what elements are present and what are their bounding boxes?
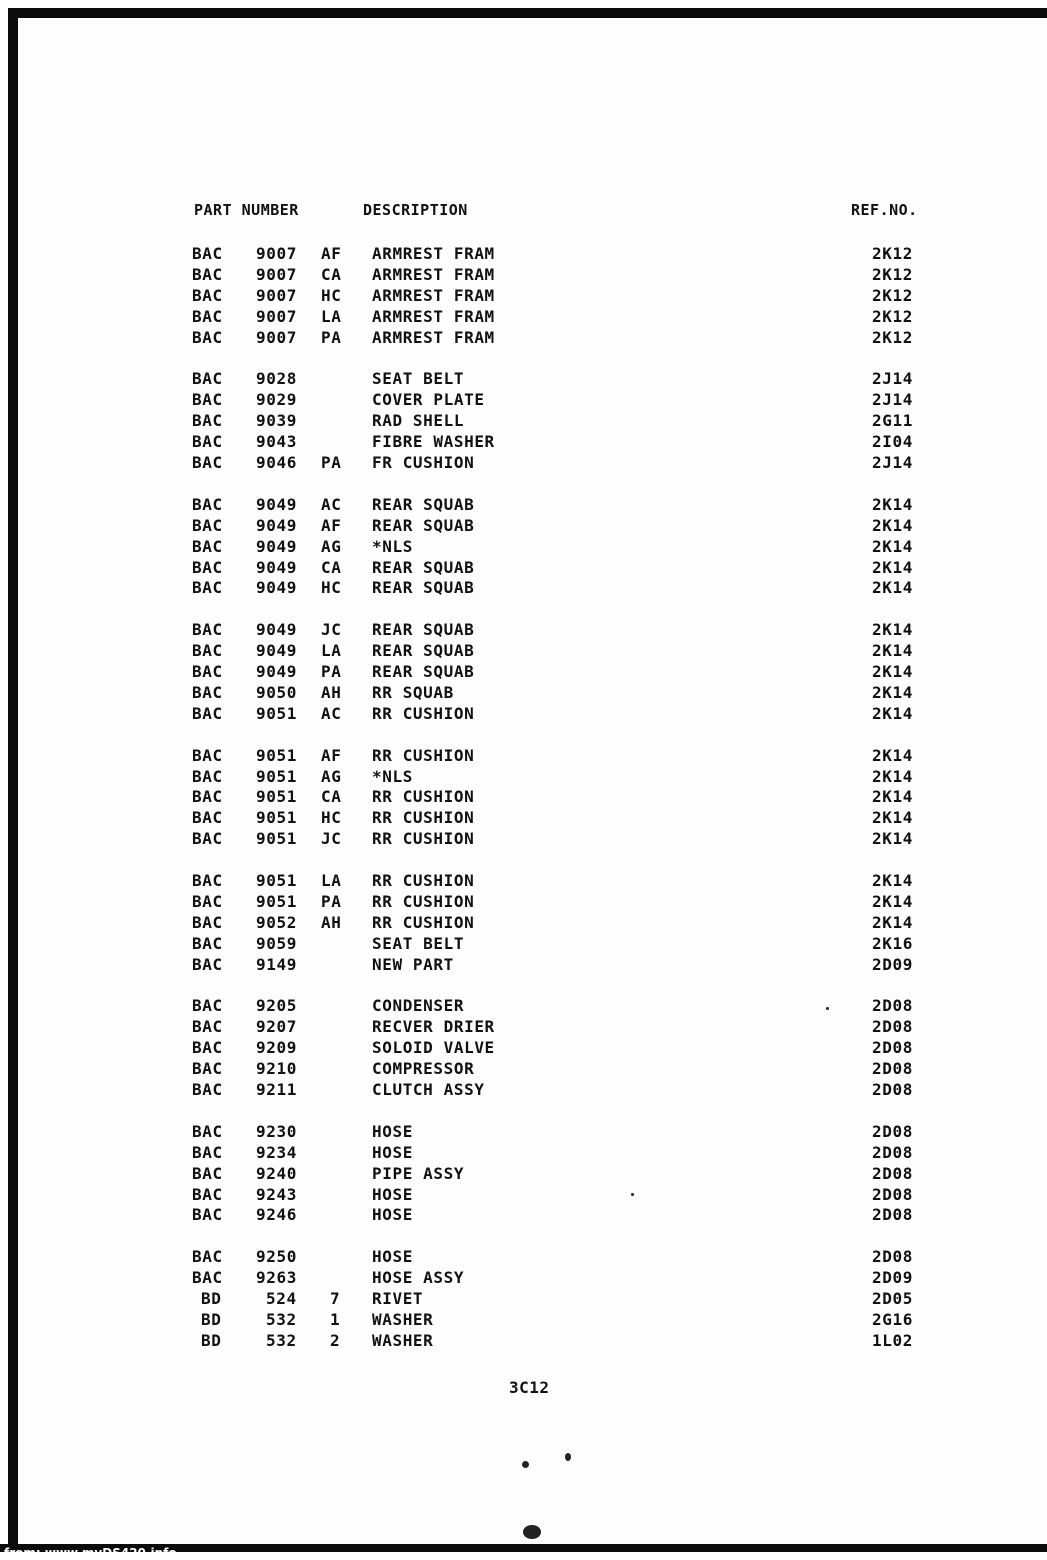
part-prefix: BAC bbox=[192, 620, 223, 640]
part-suffix: HC bbox=[321, 285, 342, 305]
scan-speck bbox=[565, 1453, 571, 1461]
ref-number: 2J14 bbox=[872, 390, 913, 410]
ref-number: 2D09 bbox=[872, 954, 913, 974]
part-description: RAD SHELL bbox=[372, 411, 465, 431]
table-row bbox=[0, 495, 1047, 515]
ref-number: 2D08 bbox=[872, 1184, 913, 1204]
part-prefix: BAC bbox=[192, 494, 223, 514]
header-part-number: PART NUMBER bbox=[194, 201, 299, 219]
part-number: 9051 bbox=[256, 891, 297, 911]
part-prefix: BAC bbox=[192, 285, 223, 305]
ref-number: 2K14 bbox=[872, 745, 913, 765]
ref-number: 2D08 bbox=[872, 1163, 913, 1183]
part-description: HOSE bbox=[372, 1247, 413, 1267]
part-description: ARMREST FRAM bbox=[372, 264, 495, 284]
ref-number: 2K14 bbox=[872, 641, 913, 661]
part-suffix: CA bbox=[321, 787, 342, 807]
part-prefix: BAC bbox=[192, 871, 223, 890]
table-row bbox=[0, 913, 1047, 933]
ref-number: 2G11 bbox=[872, 411, 913, 431]
part-description: SEAT BELT bbox=[372, 369, 465, 389]
part-number: 9028 bbox=[256, 369, 297, 389]
part-description: COVER PLATE bbox=[372, 390, 485, 410]
table-row bbox=[0, 1247, 1047, 1267]
part-number: 532 bbox=[266, 1309, 297, 1329]
part-description: HOSE bbox=[372, 1205, 413, 1225]
ref-number: 2K14 bbox=[872, 578, 913, 598]
ref-number: 2K14 bbox=[872, 494, 913, 514]
table-row bbox=[0, 767, 1047, 787]
table-row bbox=[0, 1310, 1047, 1330]
ref-number: 2D05 bbox=[872, 1289, 913, 1308]
part-description: ARMREST FRAM bbox=[372, 306, 495, 326]
part-number: 9052 bbox=[256, 912, 297, 932]
part-description: ARMREST FRAM bbox=[372, 285, 495, 305]
part-number: 9210 bbox=[256, 1059, 297, 1079]
ref-number: 1L02 bbox=[872, 1330, 913, 1350]
ref-number: 2D09 bbox=[872, 1268, 913, 1288]
ref-number: 2D08 bbox=[872, 1080, 913, 1099]
part-number: 9051 bbox=[256, 787, 297, 807]
part-prefix: BAC bbox=[192, 369, 223, 389]
ref-number: 2K14 bbox=[872, 703, 913, 723]
table-row bbox=[0, 1289, 1047, 1309]
part-prefix: BAC bbox=[192, 1121, 223, 1141]
part-number: 9049 bbox=[256, 620, 297, 640]
part-prefix: BAC bbox=[192, 1059, 223, 1079]
part-description: HOSE ASSY bbox=[372, 1268, 465, 1288]
table-row bbox=[0, 641, 1047, 661]
table-row bbox=[0, 411, 1047, 431]
part-number: 9049 bbox=[256, 515, 297, 535]
table-row bbox=[0, 1331, 1047, 1351]
part-number: 9050 bbox=[256, 682, 297, 702]
part-description: RECVER DRIER bbox=[372, 1017, 495, 1037]
part-description: WASHER bbox=[372, 1309, 434, 1329]
part-suffix: PA bbox=[321, 662, 342, 681]
part-description: RR CUSHION bbox=[372, 703, 475, 723]
part-prefix: BAC bbox=[192, 745, 223, 765]
part-description: CLUTCH ASSY bbox=[372, 1080, 485, 1099]
table-row bbox=[0, 892, 1047, 912]
part-suffix: JC bbox=[321, 829, 342, 849]
part-prefix: BAC bbox=[192, 1205, 223, 1225]
part-prefix: BAC bbox=[192, 1247, 223, 1267]
table-row bbox=[0, 307, 1047, 327]
part-prefix: BAC bbox=[192, 891, 223, 911]
part-number: 9211 bbox=[256, 1080, 297, 1099]
part-number: 9250 bbox=[256, 1247, 297, 1267]
ref-number: 2D08 bbox=[872, 1017, 913, 1037]
part-prefix: BAC bbox=[192, 264, 223, 284]
ref-number: 2K14 bbox=[872, 912, 913, 932]
part-prefix: BAC bbox=[192, 682, 223, 702]
part-number: 9243 bbox=[256, 1184, 297, 1204]
part-number: 9051 bbox=[256, 703, 297, 723]
table-row bbox=[0, 1059, 1047, 1079]
part-number: 9007 bbox=[256, 306, 297, 326]
part-prefix: BAC bbox=[192, 1017, 223, 1037]
page-code: 3C12 bbox=[509, 1378, 550, 1397]
part-prefix: BAC bbox=[192, 933, 223, 953]
table-row bbox=[0, 1017, 1047, 1037]
table-row bbox=[0, 1205, 1047, 1225]
ref-number: 2K14 bbox=[872, 766, 913, 786]
part-number: 524 bbox=[266, 1289, 297, 1308]
ref-number: 2K14 bbox=[872, 787, 913, 807]
part-suffix: LA bbox=[321, 641, 342, 661]
part-number: 9209 bbox=[256, 1038, 297, 1058]
part-number: 9039 bbox=[256, 411, 297, 431]
header-description: DESCRIPTION bbox=[363, 201, 468, 219]
part-description: *NLS bbox=[372, 536, 413, 556]
ref-number: 2K16 bbox=[872, 933, 913, 953]
ref-number: 2K14 bbox=[872, 557, 913, 577]
table-row bbox=[0, 662, 1047, 682]
table-row bbox=[0, 369, 1047, 389]
part-description: REAR SQUAB bbox=[372, 578, 475, 598]
part-prefix: BAC bbox=[192, 1268, 223, 1288]
table-row bbox=[0, 1122, 1047, 1142]
ref-number: 2D08 bbox=[872, 1142, 913, 1162]
ref-number: 2K12 bbox=[872, 244, 913, 263]
table-row bbox=[0, 578, 1047, 598]
part-prefix: BD bbox=[201, 1330, 222, 1350]
part-description: FR CUSHION bbox=[372, 453, 475, 472]
ref-number: 2D08 bbox=[872, 1038, 913, 1058]
table-row bbox=[0, 537, 1047, 557]
ref-number: 2K12 bbox=[872, 327, 913, 347]
part-number: 9049 bbox=[256, 641, 297, 661]
ref-number: 2K14 bbox=[872, 829, 913, 849]
ref-number: 2K14 bbox=[872, 891, 913, 911]
ref-number: 2D08 bbox=[872, 1205, 913, 1225]
part-prefix: BAC bbox=[192, 912, 223, 932]
part-suffix: AF bbox=[321, 515, 342, 535]
part-suffix: PA bbox=[321, 891, 342, 911]
scan-border-top bbox=[8, 8, 1047, 18]
ref-number: 2D08 bbox=[872, 996, 913, 1016]
part-prefix: BAC bbox=[192, 306, 223, 326]
part-description: HOSE bbox=[372, 1142, 413, 1162]
table-row bbox=[0, 1143, 1047, 1163]
part-prefix: BAC bbox=[192, 515, 223, 535]
part-number: 9007 bbox=[256, 264, 297, 284]
part-number: 9049 bbox=[256, 662, 297, 681]
part-number: 9051 bbox=[256, 829, 297, 849]
table-row bbox=[0, 558, 1047, 578]
part-prefix: BAC bbox=[192, 1184, 223, 1204]
part-suffix: PA bbox=[321, 453, 342, 472]
part-suffix: HC bbox=[321, 578, 342, 598]
ref-number: 2K14 bbox=[872, 515, 913, 535]
table-row bbox=[0, 704, 1047, 724]
part-number: 9059 bbox=[256, 933, 297, 953]
part-prefix: BAC bbox=[192, 1038, 223, 1058]
part-suffix: PA bbox=[321, 327, 342, 347]
table-row bbox=[0, 1038, 1047, 1058]
part-prefix: BD bbox=[201, 1309, 222, 1329]
ref-number: 2D08 bbox=[872, 1247, 913, 1267]
table-row bbox=[0, 829, 1047, 849]
part-suffix: 2 bbox=[330, 1330, 341, 1350]
part-description: REAR SQUAB bbox=[372, 494, 475, 514]
part-description: WASHER bbox=[372, 1330, 434, 1350]
source-watermark: from: www.myDS420.info bbox=[4, 1546, 177, 1560]
table-row bbox=[0, 432, 1047, 452]
part-prefix: BAC bbox=[192, 327, 223, 347]
part-prefix: BAC bbox=[192, 432, 223, 452]
part-suffix: AH bbox=[321, 682, 342, 702]
table-row bbox=[0, 996, 1047, 1016]
part-prefix: BAC bbox=[192, 1142, 223, 1162]
table-row bbox=[0, 328, 1047, 348]
part-number: 9043 bbox=[256, 432, 297, 452]
part-description: RR CUSHION bbox=[372, 871, 475, 890]
part-suffix: AG bbox=[321, 766, 342, 786]
part-number: 9051 bbox=[256, 871, 297, 890]
part-description: ARMREST FRAM bbox=[372, 244, 495, 263]
part-number: 9046 bbox=[256, 453, 297, 472]
table-row bbox=[0, 871, 1047, 891]
part-description: REAR SQUAB bbox=[372, 515, 475, 535]
ref-number: 2I04 bbox=[872, 432, 913, 452]
ref-number: 2D08 bbox=[872, 1059, 913, 1079]
part-description: REAR SQUAB bbox=[372, 557, 475, 577]
part-suffix: AC bbox=[321, 494, 342, 514]
scan-speck bbox=[826, 1007, 829, 1010]
part-description: COMPRESSOR bbox=[372, 1059, 475, 1079]
table-row bbox=[0, 683, 1047, 703]
part-prefix: BAC bbox=[192, 766, 223, 786]
header-ref-no: REF.NO. bbox=[851, 201, 918, 219]
table-row bbox=[0, 1164, 1047, 1184]
part-prefix: BAC bbox=[192, 703, 223, 723]
part-number: 9234 bbox=[256, 1142, 297, 1162]
part-suffix: JC bbox=[321, 620, 342, 640]
part-description: RR CUSHION bbox=[372, 787, 475, 807]
part-number: 9029 bbox=[256, 390, 297, 410]
scan-speck bbox=[523, 1525, 541, 1539]
part-prefix: BAC bbox=[192, 390, 223, 410]
part-number: 9205 bbox=[256, 996, 297, 1016]
part-prefix: BAC bbox=[192, 1080, 223, 1099]
part-description: SOLOID VALVE bbox=[372, 1038, 495, 1058]
ref-number: 2K14 bbox=[872, 662, 913, 681]
part-number: 9049 bbox=[256, 557, 297, 577]
part-number: 9007 bbox=[256, 285, 297, 305]
part-prefix: BAC bbox=[192, 641, 223, 661]
scan-speck bbox=[631, 1193, 634, 1196]
part-description: RR CUSHION bbox=[372, 829, 475, 849]
part-description: NEW PART bbox=[372, 954, 454, 974]
part-suffix: AG bbox=[321, 536, 342, 556]
ref-number: 2J14 bbox=[872, 369, 913, 389]
part-description: RR CUSHION bbox=[372, 912, 475, 932]
part-suffix: 7 bbox=[330, 1289, 341, 1308]
table-row bbox=[0, 620, 1047, 640]
part-prefix: BAC bbox=[192, 244, 223, 263]
scan-speck bbox=[522, 1461, 529, 1468]
ref-number: 2K14 bbox=[872, 871, 913, 890]
part-suffix: LA bbox=[321, 306, 342, 326]
part-description: ARMREST FRAM bbox=[372, 327, 495, 347]
part-prefix: BAC bbox=[192, 578, 223, 598]
part-description: REAR SQUAB bbox=[372, 620, 475, 640]
part-prefix: BAC bbox=[192, 536, 223, 556]
table-row bbox=[0, 787, 1047, 807]
part-suffix: CA bbox=[321, 264, 342, 284]
part-description: CONDENSER bbox=[372, 996, 465, 1016]
part-number: 9263 bbox=[256, 1268, 297, 1288]
table-row bbox=[0, 1185, 1047, 1205]
ref-number: 2D08 bbox=[872, 1121, 913, 1141]
part-suffix: AF bbox=[321, 244, 342, 263]
table-row bbox=[0, 286, 1047, 306]
part-number: 9051 bbox=[256, 745, 297, 765]
part-number: 9049 bbox=[256, 494, 297, 514]
part-description: FIBRE WASHER bbox=[372, 432, 495, 452]
part-description: HOSE bbox=[372, 1184, 413, 1204]
part-prefix: BAC bbox=[192, 787, 223, 807]
part-number: 9049 bbox=[256, 578, 297, 598]
ref-number: 2K14 bbox=[872, 808, 913, 828]
table-row bbox=[0, 934, 1047, 954]
part-number: 9007 bbox=[256, 327, 297, 347]
table-row bbox=[0, 244, 1047, 264]
part-prefix: BAC bbox=[192, 1163, 223, 1183]
part-suffix: LA bbox=[321, 871, 342, 890]
part-suffix: AH bbox=[321, 912, 342, 932]
part-number: 9051 bbox=[256, 766, 297, 786]
part-description: RR CUSHION bbox=[372, 745, 475, 765]
ref-number: 2K14 bbox=[872, 682, 913, 702]
part-description: HOSE bbox=[372, 1121, 413, 1141]
part-prefix: BAC bbox=[192, 453, 223, 472]
part-prefix: BAC bbox=[192, 996, 223, 1016]
part-number: 9051 bbox=[256, 808, 297, 828]
part-number: 9230 bbox=[256, 1121, 297, 1141]
ref-number: 2J14 bbox=[872, 453, 913, 472]
table-row bbox=[0, 453, 1047, 473]
ref-number: 2K12 bbox=[872, 285, 913, 305]
part-description: RR SQUAB bbox=[372, 682, 454, 702]
table-row bbox=[0, 746, 1047, 766]
ref-number: 2K14 bbox=[872, 620, 913, 640]
part-description: RR CUSHION bbox=[372, 891, 475, 911]
part-number: 9007 bbox=[256, 244, 297, 263]
ref-number: 2K14 bbox=[872, 536, 913, 556]
part-suffix: AF bbox=[321, 745, 342, 765]
part-number: 9149 bbox=[256, 954, 297, 974]
part-description: PIPE ASSY bbox=[372, 1163, 465, 1183]
table-row bbox=[0, 516, 1047, 536]
part-number: 9207 bbox=[256, 1017, 297, 1037]
part-suffix: HC bbox=[321, 808, 342, 828]
part-prefix: BAC bbox=[192, 411, 223, 431]
part-description: REAR SQUAB bbox=[372, 662, 475, 681]
table-row bbox=[0, 1268, 1047, 1288]
table-row bbox=[0, 390, 1047, 410]
ref-number: 2K12 bbox=[872, 264, 913, 284]
table-row bbox=[0, 808, 1047, 828]
ref-number: 2G16 bbox=[872, 1309, 913, 1329]
part-suffix: AC bbox=[321, 703, 342, 723]
part-description: RR CUSHION bbox=[372, 808, 475, 828]
part-suffix: 1 bbox=[330, 1309, 341, 1329]
part-prefix: BAC bbox=[192, 829, 223, 849]
part-number: 532 bbox=[266, 1330, 297, 1350]
part-prefix: BAC bbox=[192, 954, 223, 974]
part-prefix: BAC bbox=[192, 662, 223, 681]
part-description: SEAT BELT bbox=[372, 933, 465, 953]
part-description: RIVET bbox=[372, 1289, 424, 1308]
part-suffix: CA bbox=[321, 557, 342, 577]
table-row bbox=[0, 1080, 1047, 1100]
part-description: *NLS bbox=[372, 766, 413, 786]
table-row bbox=[0, 265, 1047, 285]
part-prefix: BAC bbox=[192, 557, 223, 577]
part-number: 9246 bbox=[256, 1205, 297, 1225]
ref-number: 2K12 bbox=[872, 306, 913, 326]
part-prefix: BAC bbox=[192, 808, 223, 828]
part-number: 9049 bbox=[256, 536, 297, 556]
table-row bbox=[0, 955, 1047, 975]
part-prefix: BD bbox=[201, 1289, 222, 1308]
part-number: 9240 bbox=[256, 1163, 297, 1183]
part-description: REAR SQUAB bbox=[372, 641, 475, 661]
